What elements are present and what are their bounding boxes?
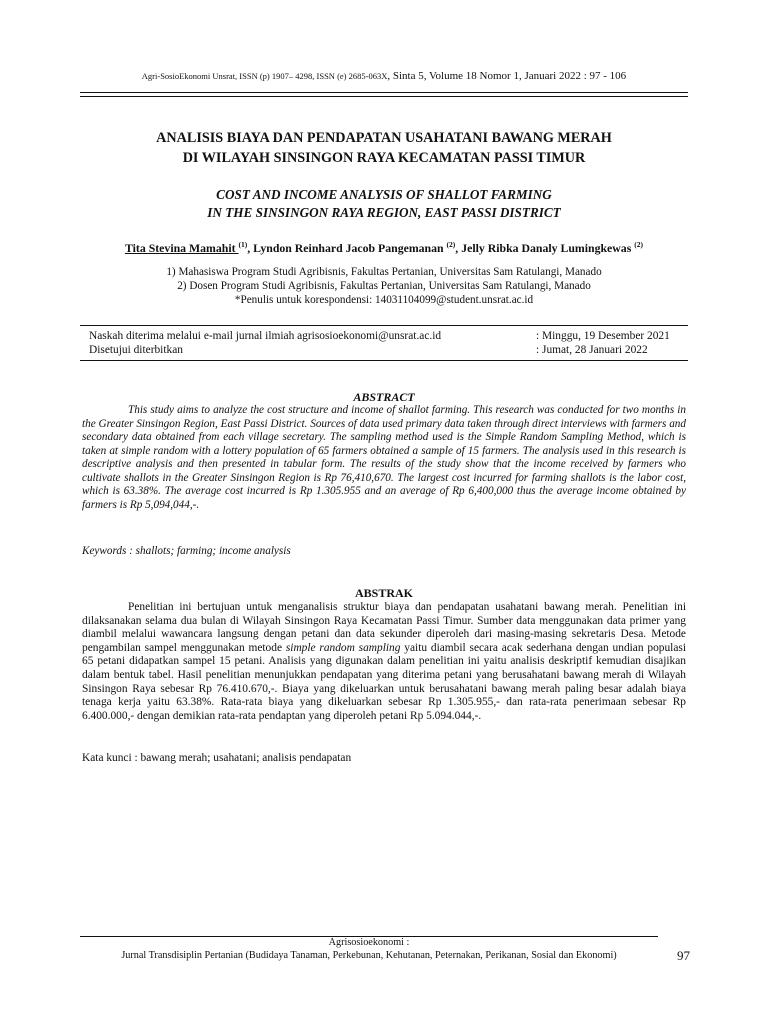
accepted-date: : Jumat, 28 Januari 2022 (536, 344, 648, 356)
affiliation-2: 2) Dosen Program Studi Agribisnis, Fakultas Pertanian, Universitas Sam Ratulangi, Manado (177, 280, 591, 292)
title-id-line-1: ANALISIS BIAYA DAN PENDAPATAN USAHATANI BAWANG MERAH (156, 130, 612, 146)
author-2-affiliation-mark: (2) (446, 240, 456, 249)
author-list (80, 237, 688, 256)
received-row (89, 329, 688, 343)
keywords-indonesian: Kata kunci : bawang merah; usahatani; analisis pendapatan (82, 752, 352, 764)
footer-journal-name: Agrisosioekonomi : (328, 937, 410, 948)
affiliation-1: 1) Mahasiswa Program Studi Agribisnis, Fakultas Pertanian, Universitas Sam Ratulangi, Manado (166, 266, 602, 278)
title-english (80, 186, 688, 222)
abstrak-text-part-2: yaitu diambil secara acak sederhana dengan undian populasi 65 petani didapatkan sampel 15 petani. Analisis yang digunakan dalam penelitian ini yaitu analisis deskriptif kemudian disajikan dalam bentuk tabel. Hasil penelitian menunjukkan pendapatan yang diterima petani yang berusahatani bawang merah di Wilayah Sinsingon Raya sebesar Rp 76.410.670,-. Biaya yang dikeluarkan untuk berusahatani bawang merah paling besar adalah biaya tenaga kerja yaitu 63.38%. Rata-rata biaya yang dikeluarkan sebesar Rp 1.305.955,- dan rata-rata penerimaan sebesar Rp 6.400.000,- dengan demikian rata-rata pendaptan yang diperoleh petani Rp 5.094.044,-. (82, 641, 686, 722)
submission-info-box (80, 325, 688, 361)
author-2 (253, 241, 461, 255)
abstrak-heading: ABSTRAK (354, 586, 413, 600)
abstrak-method-term: simple random sampling (285, 641, 401, 654)
abstrak-text-part-1: Penelitian ini bertujuan untuk menganalisis struktur biaya dan pendapatan usahatani bawang merah. Penelitian ini dilaksanakan selama dua bulan di Wilayah Sinsingon Raya Kecamatan Passi Timur. Sumber data menggunakan data primer yang diambil melalui wawancara langsung dengan petani dan data sekunder diperoleh dari masing-masing sekretaris Desa. Metode pengambilan sampel menggunakan metode (82, 601, 686, 654)
footer-journal-subtitle: Jurnal Transdisiplin Pertanian (Budidaya Tanaman, Perkebunan, Kehutanan, Peternakan, Perikanan, Sosial dan Ekonomi) (121, 950, 617, 961)
author-1 (125, 241, 253, 255)
running-header (80, 70, 688, 82)
abstract-text: This study aims to analyze the cost structure and income of shallot farming. This research was conducted for two months in the Greater Sinsingon Region, East Passi District. Sources of data used primary data taken through direct interviews with farmers and secondary data obtained from each village secretary. The sampling method used is the Simple Random Sampling Method, which is taken at simple random with a lottery population of 65 farmers obtained a sample of 15 farmers. The analysis used in this research is descriptive analysis and then presented in tabular form. The results of the study show that the income received by farmers who cultivate shallots in the Greater Sinsingon Region is Rp 76,410,670. The largest cost incurred for farming shallots is the labor cost, which is 63.38%. The average cost incurred is Rp 1.305.955 and an average of Rp 6,400,000 thus the average income obtained by farmers is Rp 5,094,044,-. (82, 404, 686, 511)
author-separator: , (455, 240, 462, 255)
keywords-english: Keywords : shallots; farming; income analysis (82, 545, 291, 557)
abstrak-text (82, 601, 686, 723)
journal-short-name: Agri-SosioEkonomi Unsrat, ISSN (p) 1907– 4298, ISSN (e) 2685-063X (141, 71, 388, 81)
received-label: Naskah diterima melalui e-mail jurnal ilmiah agrisosioekonomi@unsrat.ac.id (89, 330, 442, 342)
page-number: 97 (677, 948, 690, 963)
author-3 (461, 241, 643, 255)
title-en-line-1: COST AND INCOME ANALYSIS OF SHALLOT FARMING (216, 187, 552, 202)
abstract-heading: ABSTRACT (353, 390, 415, 404)
title-indonesian (80, 128, 688, 168)
received-date: : Minggu, 19 Desember 2021 (536, 330, 670, 342)
accepted-label: Disetujui diterbitkan (89, 344, 183, 356)
corresponding-author: *Penulis untuk korespondensi: 14031104099@student.unsrat.ac.id (234, 294, 534, 306)
title-id-line-2: DI WILAYAH SINSINGON RAYA KECAMATAN PASSI TIMUR (182, 150, 586, 166)
author-separator: , (247, 240, 254, 255)
author-3-affiliation-mark: (2) (634, 240, 643, 249)
author-1-affiliation-mark: (1) (238, 240, 248, 249)
header-rule-thin (80, 96, 688, 97)
accepted-row (89, 343, 688, 357)
author-3-name: Jelly Ribka Danaly Lumingkewas (461, 240, 635, 255)
author-2-name: Lyndon Reinhard Jacob Pangemanan (253, 240, 447, 255)
title-en-line-2: IN THE SINSINGON RAYA REGION, EAST PASSI DISTRICT (207, 205, 561, 220)
affiliations (80, 265, 688, 307)
author-1-name: Tita Stevina Mamahit (124, 240, 239, 255)
issue-info: , Sinta 5, Volume 18 Nomor 1, Januari 2022 : 97 - 106 (387, 70, 627, 82)
header-rule-thick (80, 92, 688, 93)
